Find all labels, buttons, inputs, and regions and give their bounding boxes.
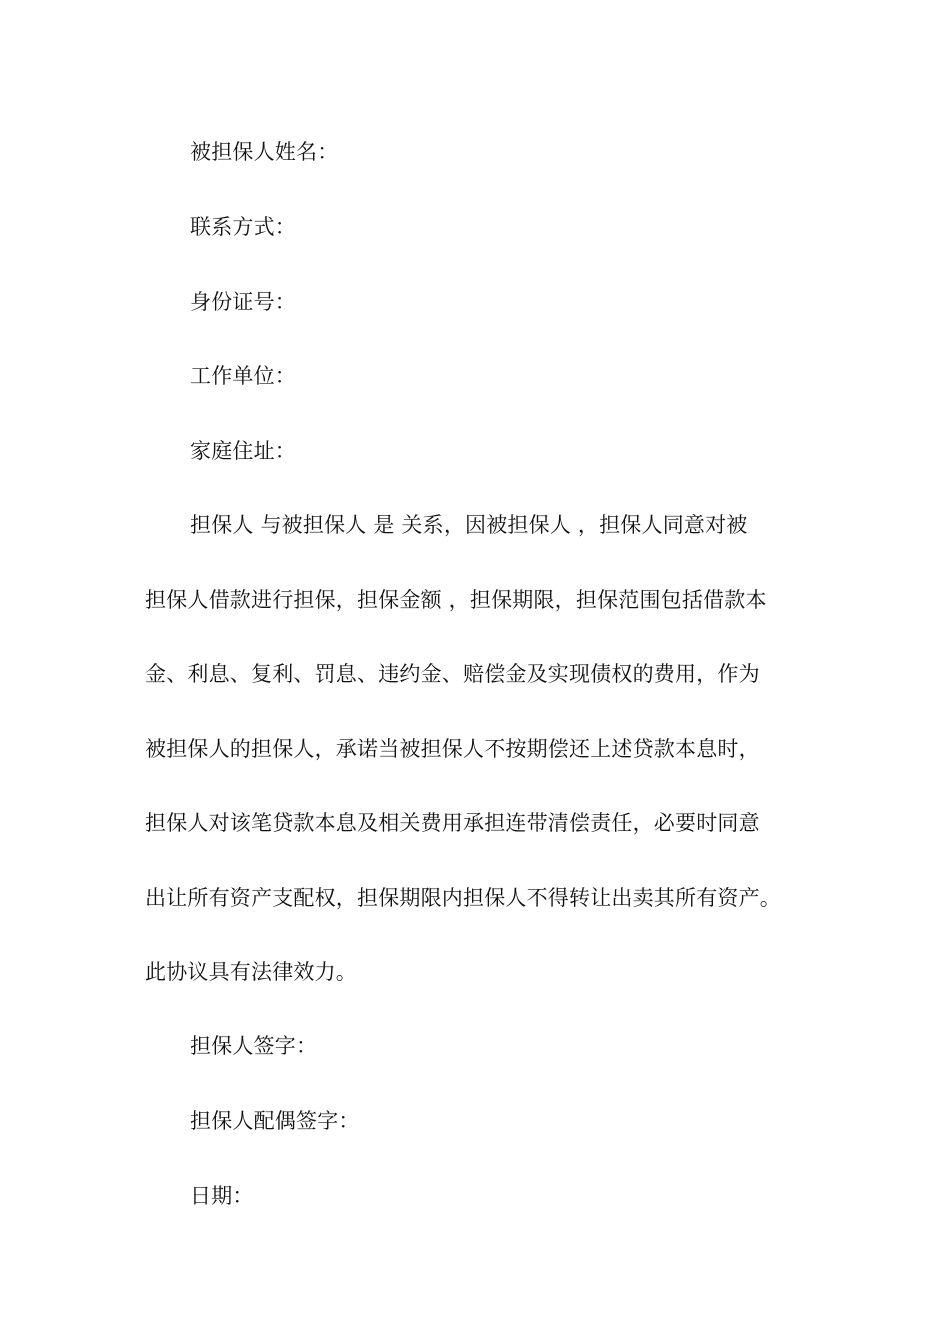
agreement-text-4: 被担保人的担保人，承诺当被担保人不按期偿还上述贷款本息时，	[145, 737, 760, 761]
id-number-text: 身份证号：	[190, 290, 296, 314]
spouse-signature-label	[190, 1106, 360, 1136]
spouse-signature-text: 担保人配偶签字：	[190, 1109, 360, 1133]
contact-text: 联系方式：	[190, 215, 296, 239]
agreement-line-4	[145, 734, 760, 764]
id-number-label	[190, 287, 296, 317]
home-address-label	[190, 436, 296, 466]
agreement-text-6: 出让所有资产支配权，担保期限内担保人不得转让出卖其所有资产。	[145, 886, 781, 910]
agreement-text-2: 担保人借款进行担保，担保金额 ，担保期限，担保范围包括借款本	[145, 588, 767, 612]
date-label	[190, 1181, 254, 1211]
contact-label	[190, 212, 296, 242]
agreement-text-1: 担保人 与被担保人 是 关系，因被担保人 ，担保人同意对被	[190, 513, 748, 537]
agreement-line-3	[145, 659, 760, 689]
agreement-text-3: 金、利息、复利、罚息、违约金、赔偿金及实现债权的费用，作为	[145, 662, 760, 686]
home-address-text: 家庭住址：	[190, 439, 296, 463]
guarantor-signature-label	[190, 1031, 317, 1061]
agreement-line-5	[145, 808, 760, 838]
date-text: 日期：	[190, 1184, 254, 1208]
guaranteed-name-label	[190, 137, 338, 167]
agreement-text-5: 担保人对该笔贷款本息及相关费用承担连带清偿责任，必要时同意	[145, 811, 760, 835]
agreement-line-6	[145, 883, 781, 913]
guaranteed-name-text: 被担保人姓名：	[190, 140, 339, 164]
work-unit-text: 工作单位：	[190, 364, 296, 388]
agreement-line-2	[145, 585, 767, 615]
guarantor-signature-text: 担保人签字：	[190, 1034, 318, 1058]
agreement-line-1	[190, 510, 748, 540]
agreement-text-7: 此协议具有法律效力。	[145, 960, 357, 984]
work-unit-label	[190, 361, 296, 391]
agreement-line-7	[145, 957, 357, 987]
